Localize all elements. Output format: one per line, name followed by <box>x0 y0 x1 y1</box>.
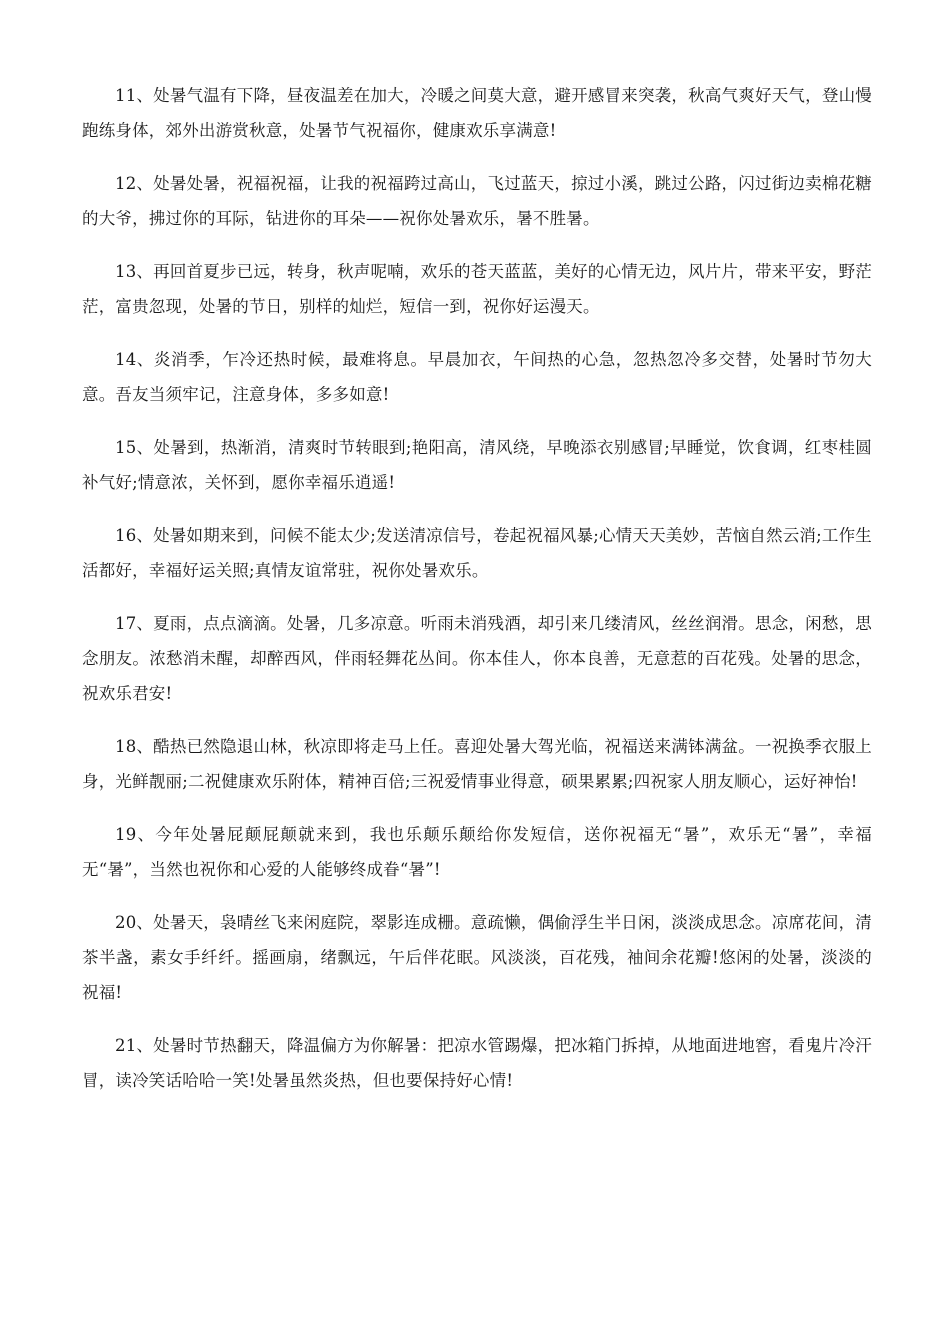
paragraph-18: 18、酷热已然隐退山林，秋凉即将走马上任。喜迎处暑大驾光临，祝福送来满钵满盆。一祝换季衣服上身，光鲜靓丽;二祝健康欢乐附体，精神百倍;三祝爱情事业得意，硕果累累;四祝家人朋友顺心，运好神怡! <box>82 737 872 791</box>
paragraph-14: 14、炎消季，乍冷还热时候，最难将息。早晨加衣，午间热的心急，忽热忽冷多交替，处暑时节勿大意。吾友当须牢记，注意身体，多多如意! <box>82 350 872 404</box>
paragraph-11: 11、处暑气温有下降，昼夜温差在加大，冷暖之间莫大意，避开感冒来突袭，秋高气爽好天气，登山慢跑练身体，郊外出游赏秋意，处暑节气祝福你，健康欢乐享满意! <box>82 86 872 140</box>
paragraph-21: 21、处暑时节热翻天，降温偏方为你解暑：把凉水管踢爆，把冰箱门拆掉，从地面进地窖，看鬼片冷汗冒，读冷笑话哈哈一笑!处暑虽然炎热，但也要保持好心情! <box>82 1036 872 1090</box>
paragraph-19: 19、今年处暑屁颠屁颠就来到，我也乐颠乐颠给你发短信，送你祝福无“暑”，欢乐无“暑”，幸福无“暑”，当然也祝你和心爱的人能够终成眷“暑”! <box>82 825 872 879</box>
paragraph-16: 16、处暑如期来到，问候不能太少;发送清凉信号，卷起祝福风暴;心情天天美妙，苦恼自然云消;工作生活都好，幸福好运关照;真情友谊常驻，祝你处暑欢乐。 <box>82 526 872 580</box>
paragraph-17: 17、夏雨，点点滴滴。处暑，几多凉意。听雨未消残酒，却引来几缕清风，丝丝润滑。思念，闲愁，思念朋友。浓愁消未醒，却醉西风，伴雨轻舞花丛间。你本佳人，你本良善，无意惹的百花残。处暑的思念，祝欢乐君安! <box>82 614 872 703</box>
paragraph-12: 12、处暑处暑，祝福祝福，让我的祝福跨过高山，飞过蓝天，掠过小溪，跳过公路，闪过街边卖棉花糖的大爷，拂过你的耳际，钻进你的耳朵——祝你处暑欢乐，暑不胜暑。 <box>82 174 872 228</box>
paragraph-15: 15、处暑到，热渐消，清爽时节转眼到;艳阳高，清风绕，早晚添衣别感冒;早睡觉，饮食调，红枣桂圆补气好;情意浓，关怀到，愿你幸福乐逍遥! <box>82 438 872 492</box>
paragraph-20: 20、处暑天，袅晴丝飞来闲庭院，翠影连成栅。意疏懒，偶偷浮生半日闲，淡淡成思念。凉席花间，清茶半盏，素女手纤纤。摇画扇，绪飘远，午后伴花眠。风淡淡，百花残，袖间余花瓣!悠闲的处暑，淡淡的祝福! <box>82 913 872 1002</box>
paragraph-13: 13、再回首夏步已远，转身，秋声呢喃，欢乐的苍天蓝蓝，美好的心情无边，风片片，带来平安，野茫茫，富贵忽现，处暑的节日，别样的灿烂，短信一到，祝你好运漫天。 <box>82 262 872 316</box>
document-body <box>82 78 872 1116</box>
